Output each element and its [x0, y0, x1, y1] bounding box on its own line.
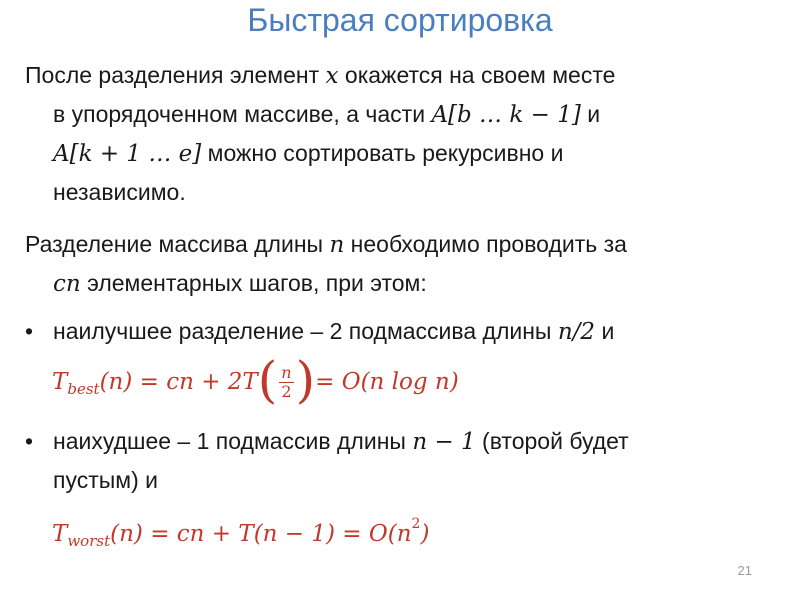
- p1-text-2b: и: [580, 101, 601, 127]
- bullet-best-case: [25, 312, 785, 351]
- bullet-worst-case: [25, 422, 785, 499]
- p2-text-2b: элементарных шагов, при этом:: [80, 270, 427, 296]
- math-n-half: n/2: [557, 319, 596, 345]
- f1-lhs: (n) = cn + 2T: [99, 369, 258, 395]
- math-n: n: [329, 232, 345, 258]
- p2-text-1b: необходимо проводить за: [344, 231, 627, 257]
- f2-subscript: worst: [67, 532, 111, 550]
- math-left-part: A[b … k − 1]: [431, 102, 581, 128]
- bullet-marker: •: [25, 318, 34, 344]
- f1-numerator: n: [281, 362, 292, 382]
- math-right-part: A[k + 1 … e]: [53, 141, 202, 167]
- bullet-marker: •: [25, 428, 34, 454]
- p1-line-2: [25, 95, 785, 134]
- page-number: 21: [737, 563, 752, 578]
- b2-text-b: (второй будет: [475, 428, 629, 454]
- f1-fraction: [279, 364, 293, 401]
- p2-line-2: [25, 264, 785, 303]
- formula-best-case: [52, 352, 459, 412]
- b1-line-1: [25, 312, 785, 351]
- f1-close-paren: ): [295, 351, 316, 409]
- f1-open-paren: (: [257, 351, 278, 409]
- f2-end: ): [420, 521, 430, 547]
- b2-line-1: [25, 422, 785, 461]
- f1-rhs: = O(n log n): [315, 369, 459, 395]
- slide-title: Быстрая сортировка: [247, 2, 553, 38]
- b1-text-a: наилучшее разделение – 2 подмассива длины: [53, 318, 558, 344]
- p1-text-1a: После разделения элемент: [25, 62, 326, 88]
- p1-text-3b: можно сортировать рекурсивно и: [201, 140, 564, 166]
- f2-exponent: 2: [411, 516, 421, 532]
- math-x: x: [325, 63, 339, 89]
- p2-line-1: [25, 225, 785, 264]
- b2-line-2: пустым) и: [53, 467, 158, 493]
- b2-text-a: наихудшее – 1 подмассив длины: [53, 428, 413, 454]
- f1-denominator: 2: [281, 381, 292, 401]
- p2-text-1a: Разделение массива длины: [25, 231, 330, 257]
- paragraph-partition-cost: [25, 225, 785, 303]
- math-n-minus-1: n − 1: [412, 429, 476, 455]
- f2-body: (n) = cn + T(n − 1) = O(n: [110, 521, 412, 547]
- f2-T: T: [52, 521, 68, 547]
- math-cn: cn: [53, 271, 81, 297]
- p1-text-2a: в упорядоченном массиве, а части: [53, 101, 432, 127]
- p1-text-1b: окажется на своем месте: [338, 62, 616, 88]
- p1-line-3: [25, 134, 785, 173]
- f1-subscript: best: [67, 380, 100, 398]
- formula-worst-case: [52, 514, 429, 554]
- paragraph-partition-result: [25, 56, 785, 211]
- f1-T: T: [52, 369, 68, 395]
- b1-text-b: и: [595, 318, 615, 344]
- p1-line-4: независимо.: [53, 179, 186, 205]
- p1-line-1: [25, 56, 785, 95]
